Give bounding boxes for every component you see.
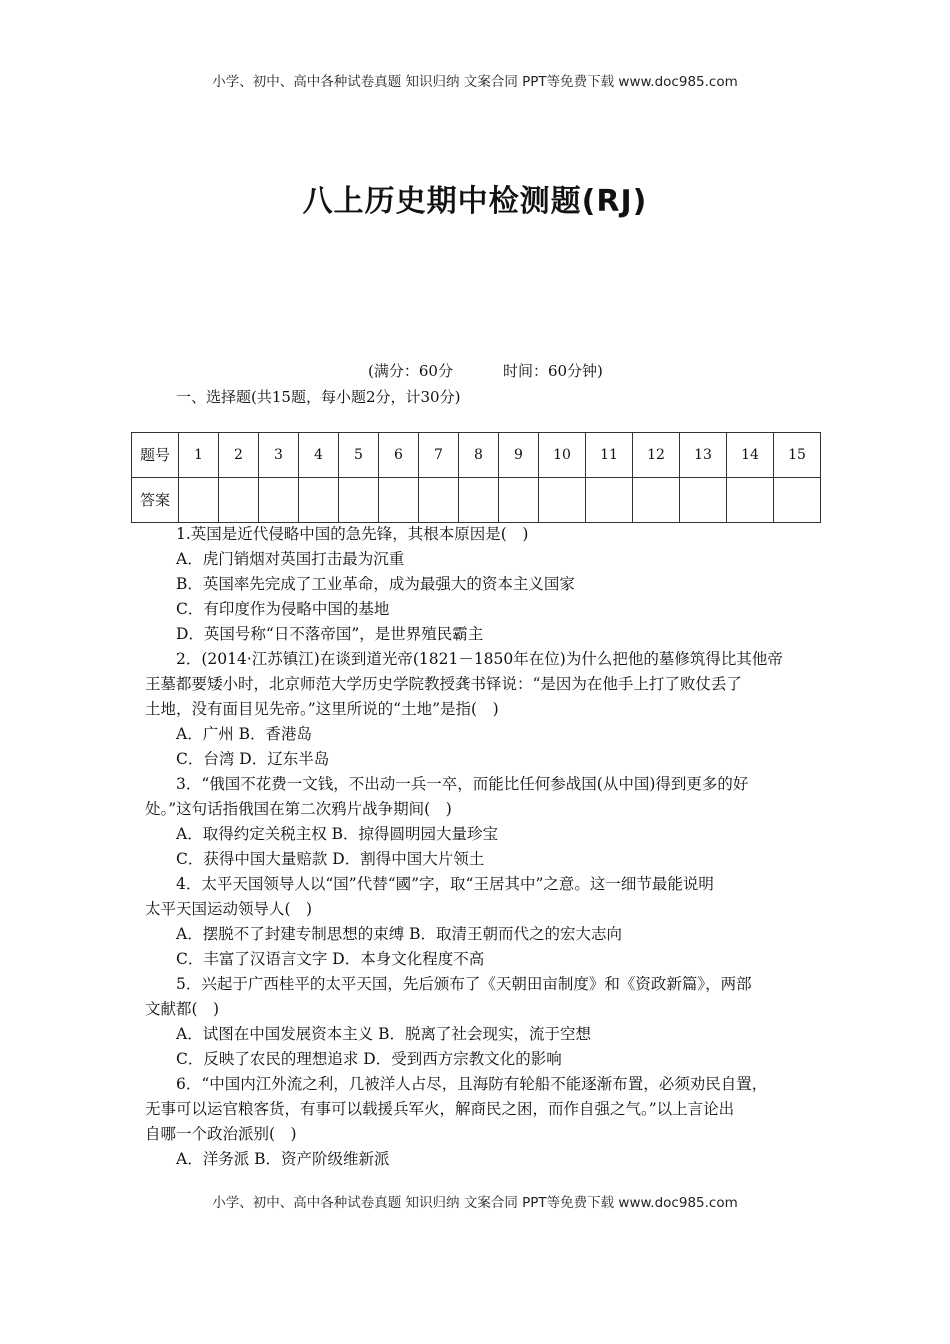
question-number: 13 (680, 433, 727, 478)
question-number: 8 (459, 433, 499, 478)
full-score: (满分：60分 (368, 362, 453, 380)
text-line: 2．(2014·江苏镇江)在谈到道光帝(1821－1850年在位)为什么把他的墓修筑得比其他帝 (176, 650, 783, 668)
text-line: A．虎门销烟对英国打击最为沉重 (176, 550, 405, 568)
text-line: C．获得中国大量赔款 D．割得中国大片领土 (176, 850, 485, 868)
question-number: 12 (633, 433, 680, 478)
text-line: A．洋务派 B．资产阶级维新派 (176, 1150, 390, 1168)
text-line: C．丰富了汉语言文字 D．本身文化程度不高 (176, 950, 485, 968)
text-line: 无事可以运官粮客货，有事可以载援兵军火，解商民之困，而作自强之气。”以上言论出 (145, 1100, 735, 1118)
question-number: 6 (379, 433, 419, 478)
text-line: 1.英国是近代侵略中国的急先锋，其根本原因是( ) (176, 525, 529, 543)
text-line: 太平天国运动领导人( ) (145, 900, 313, 918)
section-heading: 一、选择题(共15题，每小题2分，计30分) (176, 388, 461, 406)
text-line: A．广州 B．香港岛 (176, 725, 313, 743)
questions (145, 522, 825, 1172)
question-number: 3 (259, 433, 299, 478)
text-line: 处。”这句话指俄国在第二次鸦片战争期间( ) (145, 800, 452, 818)
question-number-row (132, 433, 821, 478)
answer-cell[interactable] (459, 478, 499, 523)
text-line: D．英国号称“日不落帝国”，是世界殖民霸主 (176, 625, 484, 643)
answer-cell[interactable] (586, 478, 633, 523)
text-line: 5．兴起于广西桂平的太平天国，先后颁布了《天朝田亩制度》和《资政新篇》，两部 (176, 975, 752, 993)
row-label: 答案 (132, 478, 179, 523)
text-line: B．英国率先完成了工业革命，成为最强大的资本主义国家 (176, 575, 575, 593)
question-number: 15 (774, 433, 821, 478)
text-line: 4．太平天国领导人以“国”代替“國”字，取“王居其中”之意。这一细节最能说明 (176, 875, 714, 893)
answer-cell[interactable] (727, 478, 774, 523)
text-line: A．取得约定关税主权 B．掠得圆明园大量珍宝 (176, 825, 499, 843)
row-label: 题号 (132, 433, 179, 478)
text-line: 3．“俄国不花费一文钱，不出动一兵一卒，而能比任何参战国(从中国)得到更多的好 (176, 775, 749, 793)
answer-cell[interactable] (539, 478, 586, 523)
text-line: 文献都( ) (145, 1000, 220, 1018)
text-line: 土地，没有面目见先帝。”这里所说的“土地”是指( ) (145, 700, 499, 718)
page-title: 八上历史期中检测题(RJ) (302, 184, 648, 219)
question-number: 14 (727, 433, 774, 478)
answer-cell[interactable] (299, 478, 339, 523)
text-line: 6．“中国内江外流之利，几被洋人占尽，且海防有轮船不能逐渐布置，必须劝民自置， (176, 1075, 768, 1093)
question-number: 11 (586, 433, 633, 478)
answer-cell[interactable] (680, 478, 727, 523)
page-footer: 小学、初中、高中各种试卷真题 知识归纳 文案合同 PPT等免费下载 www.doc985.com (212, 1195, 738, 1211)
text-line: 王墓都要矮小时，北京师范大学历史学院教授龚书铎说：“是因为在他手上打了败仗丢了 (145, 675, 742, 693)
text-line: C．有印度作为侵略中国的基地 (176, 600, 390, 618)
answer-cell[interactable] (774, 478, 821, 523)
text-line: A．试图在中国发展资本主义 B．脱离了社会现实，流于空想 (176, 1025, 592, 1043)
question-number: 10 (539, 433, 586, 478)
answer-cell[interactable] (379, 478, 419, 523)
answer-cell[interactable] (259, 478, 299, 523)
question-number: 5 (339, 433, 379, 478)
question-number: 7 (419, 433, 459, 478)
answer-cell[interactable] (179, 478, 219, 523)
answer-cell[interactable] (633, 478, 680, 523)
text-line: A．摆脱不了封建专制思想的束缚 B．取清王朝而代之的宏大志向 (176, 925, 623, 943)
time-limit: 时间：60分钟) (502, 362, 603, 380)
page-header: 小学、初中、高中各种试卷真题 知识归纳 文案合同 PPT等免费下载 www.doc985.com (212, 74, 738, 90)
answer-table (131, 432, 821, 523)
question-number: 2 (219, 433, 259, 478)
answer-cell[interactable] (219, 478, 259, 523)
text-line: C．台湾 D．辽东半岛 (176, 750, 330, 768)
answer-cell[interactable] (339, 478, 379, 523)
text-line: 自哪一个政治派别( ) (145, 1125, 297, 1143)
question-number: 9 (499, 433, 539, 478)
score-time-line (368, 360, 603, 381)
answer-cell[interactable] (499, 478, 539, 523)
question-number: 4 (299, 433, 339, 478)
question-number: 1 (179, 433, 219, 478)
answer-row (132, 478, 821, 523)
text-line: C．反映了农民的理想追求 D．受到西方宗教文化的影响 (176, 1050, 562, 1068)
answer-cell[interactable] (419, 478, 459, 523)
